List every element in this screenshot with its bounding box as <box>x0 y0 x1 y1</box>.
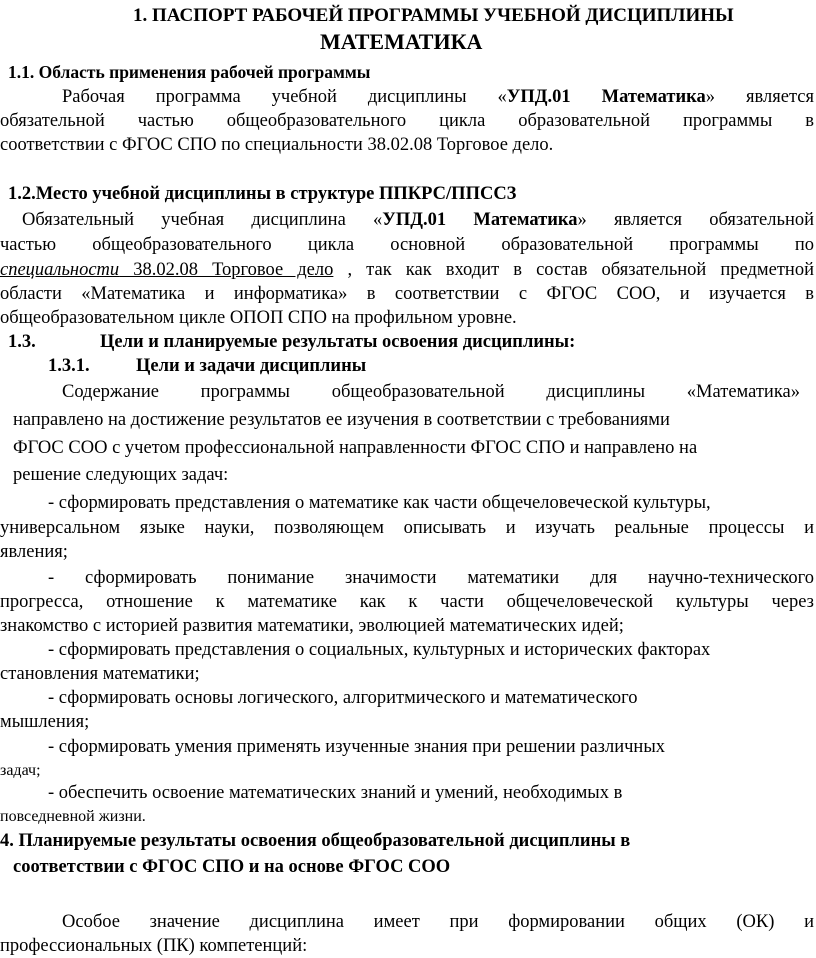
task-3-line-1: - сформировать представления о социальных, культурных и исторических факторах <box>48 640 711 660</box>
task-5-line-1: - сформировать умения применять изученные знания при решении различных <box>48 737 666 757</box>
task-1-line-2: универсальном языке науки, позволяющем описывать и изучать реальные процессы и <box>0 518 814 538</box>
section-1-3-1-number: 1.3.1. <box>48 356 90 376</box>
task-1-line-3: явления; <box>0 542 68 562</box>
s12-course-code: УПД.01 Математика <box>382 210 578 230</box>
s12-text-a: Обязательный учебная дисциплина « <box>22 210 383 230</box>
section-1-3-para-line-1: Содержание программы общеобразовательной дисциплины «Математика» <box>62 382 800 402</box>
s12-specialty-word: специальности <box>0 260 120 280</box>
section-1-2-line-4: области «Математика и информатика» в соответствии с ФГОС СОО, и изучается в <box>0 284 814 304</box>
section-1-3-para-line-4: решение следующих задач: <box>13 465 229 485</box>
task-2-line-1: - сформировать понимание значимости математики для научно-технического <box>48 568 814 588</box>
section-1-2-line-5: общеобразовательном цикле ОПОП СПО на профильном уровне. <box>0 308 517 328</box>
s12-text-b: » является обязательной <box>577 210 814 230</box>
section-1-3-para-line-3: ФГОС СОО с учетом профессиональной направленности ФГОС СПО и направлено на <box>13 438 698 458</box>
task-5-line-2: задач; <box>0 762 41 779</box>
section-1-2-line-3 <box>0 258 814 282</box>
section-1-3-para-line-2: направлено на достижение результатов ее изучения в соответствии с требованиями <box>13 410 670 430</box>
section-1-1-line-3: соответствии с ФГОС СПО по специальности 38.02.08 Торговое дело. <box>0 135 554 155</box>
s12-text-rest: , так как входит в состав обязательной предметной <box>333 260 814 280</box>
section-4-para-line-1: Особое значение дисциплина имеет при формировании общих (ОК) и <box>62 912 814 932</box>
task-4-line-2: мышления; <box>0 712 90 732</box>
section-1-3-number: 1.3. <box>8 332 36 352</box>
section-1-2-heading: 1.2.Место учебной дисциплины в структуре ППКРС/ППССЗ <box>8 184 517 204</box>
s11-text-b: » является <box>705 87 814 107</box>
section-1-2-line-1 <box>22 208 814 232</box>
section-4-heading-line-1: 4. Планируемые результаты освоения общеобразовательной дисциплины в <box>0 831 631 851</box>
task-3-line-2: становления математики; <box>0 664 200 684</box>
s12-specialty-name: 38.02.08 Торговое дело <box>119 260 334 280</box>
section-4-heading-line-2: соответствии с ФГОС СПО и на основе ФГОС СОО <box>13 857 451 877</box>
task-1-line-1: - сформировать представления о математике как части общечеловеческой культуры, <box>48 493 711 513</box>
s11-text-a: Рабочая программа учебной дисциплины « <box>62 87 507 107</box>
section-1-3-heading: Цели и планируемые результаты освоения дисциплины: <box>100 332 576 352</box>
task-2-line-3: знакомство с историей развития математики, эволюцией математических идей; <box>0 616 624 636</box>
subject-title: МАТЕМАТИКА <box>320 29 483 54</box>
section-1-1-line-1 <box>62 85 814 109</box>
task-4-line-1: - сформировать основы логического, алгоритмического и математического <box>48 688 638 708</box>
section-1-1-line-2: обязательной частью общеобразовательного цикла образовательной программы в <box>0 111 814 131</box>
task-6-line-1: - обеспечить освоение математических знаний и умений, необходимых в <box>48 783 623 803</box>
section-1-2-line-2: частью общеобразовательного цикла основной образовательной программы по <box>0 235 814 255</box>
s11-course-code: УПД.01 Математика <box>506 87 706 107</box>
section-1-3-1-heading: Цели и задачи дисциплины <box>136 356 367 376</box>
task-2-line-2: прогресса, отношение к математике как к части общечеловеческой культуры через <box>0 592 814 612</box>
section-1-1-heading: 1.1. Область применения рабочей программы <box>8 62 371 82</box>
task-6-line-2: повседневной жизни. <box>0 808 146 825</box>
section-4-para-line-2: профессиональных (ПК) компетенций: <box>0 936 308 956</box>
document-title: 1. ПАСПОРТ РАБОЧЕЙ ПРОГРАММЫ УЧЕБНОЙ ДИСЦИПЛИНЫ <box>133 5 734 26</box>
